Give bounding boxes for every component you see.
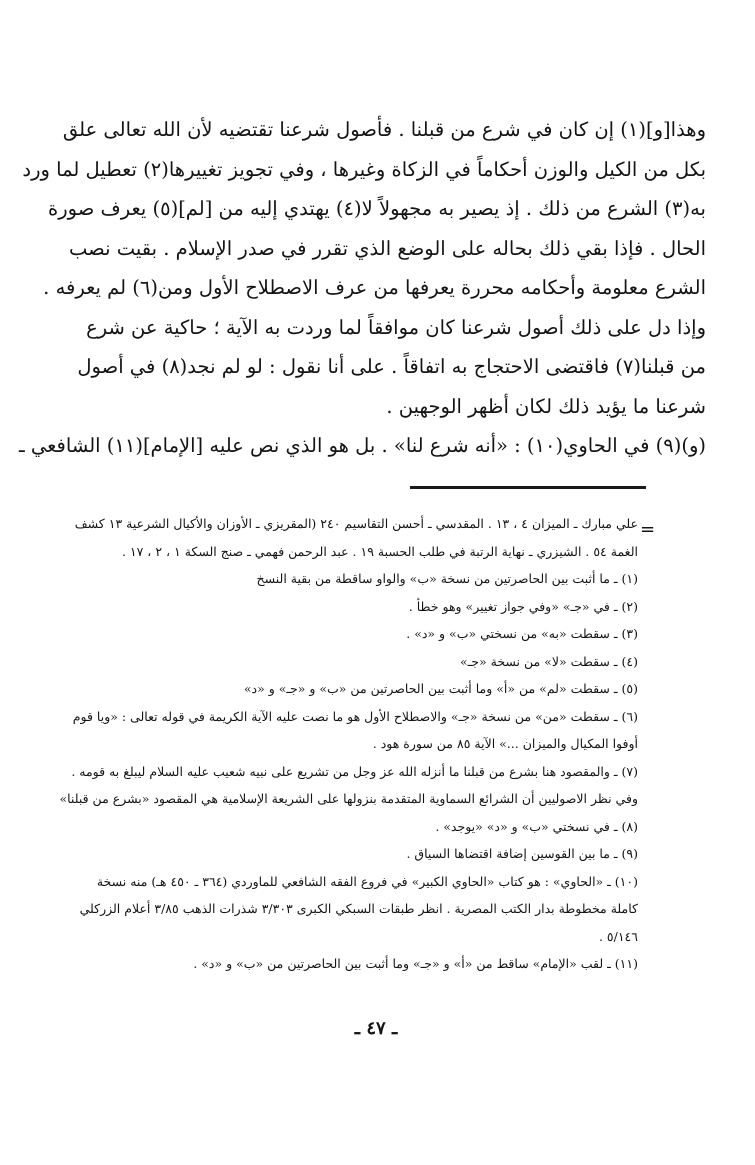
footnote-continuation-mark: = — [640, 519, 656, 540]
main-text-line: (و)(٩) في الحاوي(١٠) : «أنه شرع لنا» . بل هو الذي نص عليه [الإمام](١١) الشافعي ـ — [18, 434, 706, 457]
footnote-line: كاملة مخطوطة بدار الكتب المصرية . انظر طبقات السبكي الكبرى ٣/٣٠٣ شذرات الذهب ٣/٨٥ أعلام الزركلي — [79, 901, 638, 916]
footnote-line: (٩) ـ ما بين القوسين إضافة اقتضاها السياق . — [406, 846, 638, 861]
footnotes-block — [59, 510, 638, 978]
page-number: ـ ٤٧ ـ — [354, 1018, 398, 1039]
main-text-block — [18, 110, 706, 466]
main-text-line: به(٣) الشرع من ذلك . إذ يصير به مجهولاً لا(٤) يهتدي إليه من [لم](٥) يعرف صورة — [48, 197, 706, 220]
footnote-line: (١١) ـ لقب «الإمام» ساقط من «أ» و «جـ» وما أثبت بين الحاصرتين من «ب» و «د» . — [193, 956, 638, 971]
footnote-line: أوفوا المكيال والميزان ...» الآية ٨٥ من سورة هود . — [372, 736, 638, 751]
main-text-line: وهذا[و](١) إن كان في شرع من قبلنا . فأصول شرعنا تقتضيه لأن الله تعالى علق — [62, 118, 706, 141]
footnote-line: (٥) ـ سقطت «لم» من «أ» وما أثبت بين الحاصرتين من «ب» و «جـ» و «د» — [243, 681, 638, 696]
footnote-line: (١) ـ ما أثبت بين الحاصرتين من نسخة «ب» والواو ساقطة من بقية النسخ — [256, 571, 638, 586]
footnote-line: (٦) ـ سقطت «من» من نسخة «جـ» والاصطلاح الأول هو ما نصت عليه الآية الكريمة في قوله تعالى : «ويا قوم — [72, 708, 638, 724]
footnote-line: وفي نظر الاصوليين أن الشرائع السماوية المتقدمة بنزولها على الشريعة الإسلامية هي المقصود «بشرع من قبلنا» — [59, 791, 638, 806]
main-text-line: وإذا دل على ذلك أصول شرعنا كان موافقاً لما وردت به الآية ؛ حاكية عن شرع — [86, 315, 706, 339]
footnote-line: (٢) ـ في «جـ» «وفي جواز تغيير» وهو خطأ . — [408, 598, 638, 614]
main-text-line: الحال . فإذا بقي ذلك بحاله على الوضع الذي تقرر في صدر الإسلام . بقيت نصب — [69, 236, 706, 260]
footnote-line: ٥/١٤٦ . — [598, 928, 638, 944]
main-text-line: بكل من الكيل والوزن أحكاماً في الزكاة وغيرها ، وفي تجويز تغييرها(٢) تعطيل لما ورد — [22, 157, 706, 181]
main-text-line: الشرع معلومة وأحكامه محررة يعرفها من عرف الاصطلاح الأول ومن(٦) لم يعرفه . — [43, 276, 706, 299]
footnote-line: الغمة ٥٤ . الشيزري ـ نهاية الرتبة في طلب الحسبة ١٩ . عبد الرحمن فهمي ـ صنج السكة ١ ، ٢ ، ١٧ . — [121, 543, 638, 559]
main-text-line: من قبلنا(٧) فاقتضى الاحتجاج به اتفاقاً . على أنا نقول : لو لم نجد(٨) في أصول — [77, 355, 706, 378]
footnote-line: (١٠) ـ «الحاوي» : هو كتاب «الحاوي الكبير» في فروع الفقه الشافعي للماوردي (٣٦٤ ـ ٤٥٠ هـ) منه نسخة — [96, 873, 638, 889]
footnote-line: علي مبارك ـ الميزان ٤ ، ١٣ . المقدسي ـ أحسن التقاسيم ٢٤٠ (المقريزي ـ الأوزان والأكيال الشرعية ١٣ كشف — [74, 516, 638, 531]
main-text-line: شرعنا ما يؤيد ذلك لكان أظهر الوجهين . — [386, 394, 706, 418]
footnote-line: (٣) ـ سقطت «به» من نسختي «ب» و «د» . — [406, 626, 638, 641]
footnote-line: (٨) ـ في نسختي «ب» و «د» «يوجد» . — [435, 818, 638, 834]
footnote-line: (٧) ـ والمقصود هنا بشرع من قبلنا ما أنزله الله عز وجل من تشريع على نبيه شعيب عليه السلام ليبلغ به قومه . — [71, 763, 638, 779]
footnote-divider — [410, 486, 646, 489]
footnote-line: (٤) ـ سقطت «لا» من نسخة «جـ» — [459, 653, 638, 669]
